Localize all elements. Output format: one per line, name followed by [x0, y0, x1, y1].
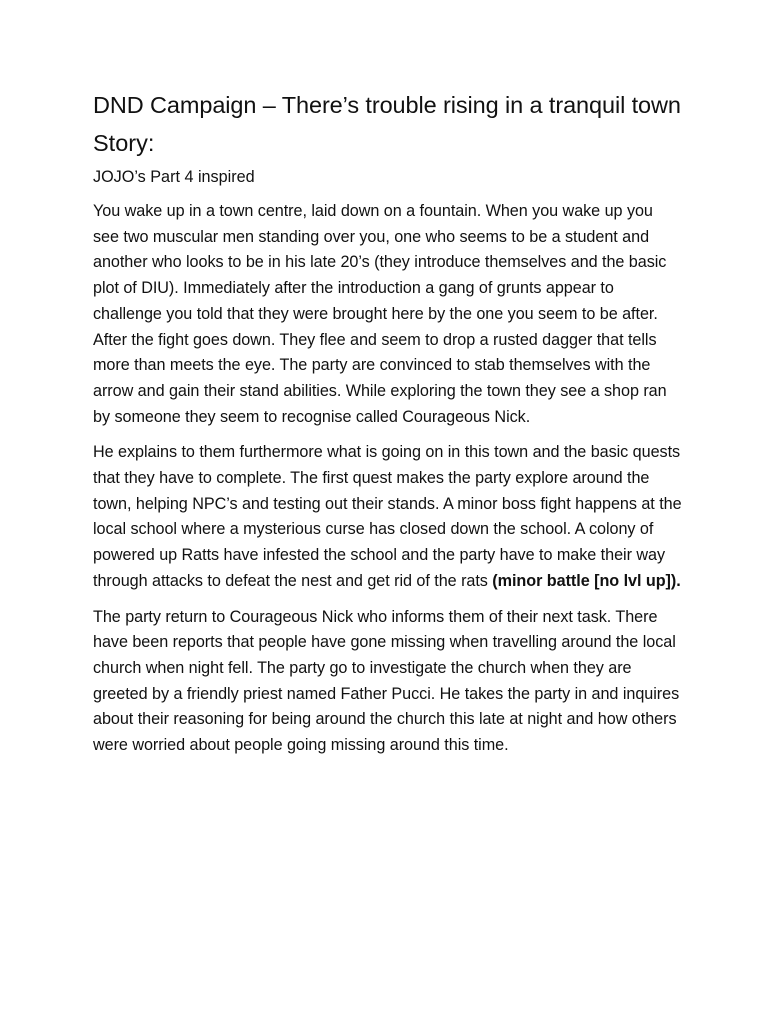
subtitle: JOJO’s Part 4 inspired — [93, 168, 255, 186]
paragraph-2-bold-note: (minor battle [no lvl up]). — [492, 571, 681, 590]
section-heading: Story: — [93, 130, 155, 156]
document-title: DND Campaign – There’s trouble rising in a tranquil town — [93, 92, 681, 118]
paragraph-2-text: He explains to them furthermore what is going on in this town and the basic quests that they have to complete. The first quest makes the party explore around the town, helping NPC’s and testing out their stands. A minor boss fight happens at the local school where a mysterious curse has closed down the school. A colony of powered up Ratts have infested the school and the party have to make their way through attacks to defeat the nest and get rid of the rats — [93, 443, 682, 590]
paragraph-2 — [93, 440, 683, 594]
paragraph-3: The party return to Courageous Nick who informs them of their next task. There have been reports that people have gone missing when travelling around the local church when night fell. The party go to investigate the church when they are greeted by a friendly priest named Father Pucci. He takes the party in and inquires about their reasoning for being around the church this late at night and how others were worried about people going missing around this time. — [93, 607, 680, 755]
paragraph-1: You wake up in a town centre, laid down on a fountain. When you wake up you see two muscular men standing over you, one who seems to be a student and another who looks to be in his late 20’s (they introduce themselves and the basic plot of DIU). Immediately after the introduction a gang of grunts appear to challenge you told that they were brought here by the one you seem to be after. After the fight goes down. They flee and seem to drop a rusted dagger that tells more than meets the eye. The party are convinced to stab themselves with the arrow and gain their stand abilities. While exploring the town they see a shop ran by someone they seem to recognise called Courageous Nick. — [93, 202, 667, 426]
document-page — [93, 88, 683, 769]
